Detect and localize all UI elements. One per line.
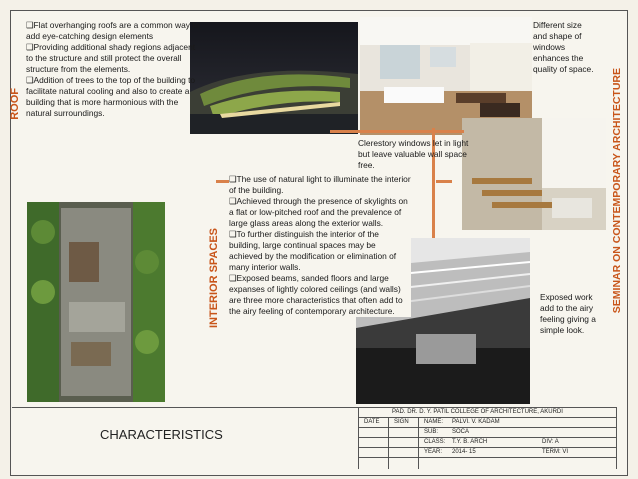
staircase-photo xyxy=(462,118,606,230)
sheet-title: CHARACTERISTICS xyxy=(100,427,223,442)
interior-text xyxy=(229,174,411,317)
roof-point: ❑ Flat overhanging roofs are a common way to add eye-catching design elements xyxy=(26,20,202,42)
connector-line xyxy=(330,130,464,133)
roof-garden-photo xyxy=(190,22,358,134)
windows-caption: Different size and shape of windows enhances the quality of space. xyxy=(533,20,594,74)
class-value: T.Y. B. ARCH xyxy=(452,439,488,445)
name-value: PALVI. V. KADAM xyxy=(452,419,500,425)
interior-label: INTERIOR SPACES xyxy=(208,228,220,329)
sub-value: SOCA xyxy=(452,429,470,435)
interior-point: ❑ Achieved through the presence of skylights on a flat or low-pitched roof and the prevalence of large glass areas along the exterior walls. xyxy=(229,196,411,229)
roof-text xyxy=(26,20,202,119)
interior-point: ❑ To further distinguish the interior of the building, large continual spaces may be achieved by the modification or elimination of many interior walls. xyxy=(229,229,411,273)
class-label: CLASS: xyxy=(424,439,446,445)
sub-label: SUB: xyxy=(424,429,439,435)
clerestory-caption: Clerestory windows let in light but leave valuable wall space free. xyxy=(358,138,469,170)
roof-point: ❑ Providing additional shady regions adjacent to the structure and still protect the overall structure from the elements. xyxy=(26,42,202,75)
seminar-side-title: SEMINAR ON CONTEMPORARY ARCHITECTURE xyxy=(611,68,623,314)
interior-point: ❑ The use of natural light to illuminate the interior of the building. xyxy=(229,174,411,196)
connector-line xyxy=(436,180,452,183)
roof-label: ROOF xyxy=(9,88,21,120)
title-block xyxy=(12,407,616,469)
sign-label: SIGN xyxy=(394,419,409,425)
roof-point: ❑ Addition of trees to the top of the building to facilitate natural cooling and also to create a building that is more harmonious with the natural surroundings. xyxy=(26,75,202,119)
terrace-garden-photo xyxy=(27,202,165,402)
term-label: TERM: VI xyxy=(542,449,569,455)
div-label: DIV: A xyxy=(542,439,559,445)
date-label: DATE xyxy=(364,419,380,425)
year-value: 2014- 15 xyxy=(452,449,476,455)
college-name: PAD. DR. D. Y. PATIL COLLEGE OF ARCHITECTURE, AKURDI xyxy=(392,409,563,415)
interior-point: ❑ Exposed beams, sanded floors and large expanses of lightly colored ceilings (and walls) are three more characteristics that often add to the airy feeling of contemporary architecture. xyxy=(229,273,411,317)
exposed-caption: Exposed work add to the airy feeling giving a simple look. xyxy=(540,292,596,335)
year-label: YEAR: xyxy=(424,449,443,455)
name-label: NAME: xyxy=(424,419,444,425)
